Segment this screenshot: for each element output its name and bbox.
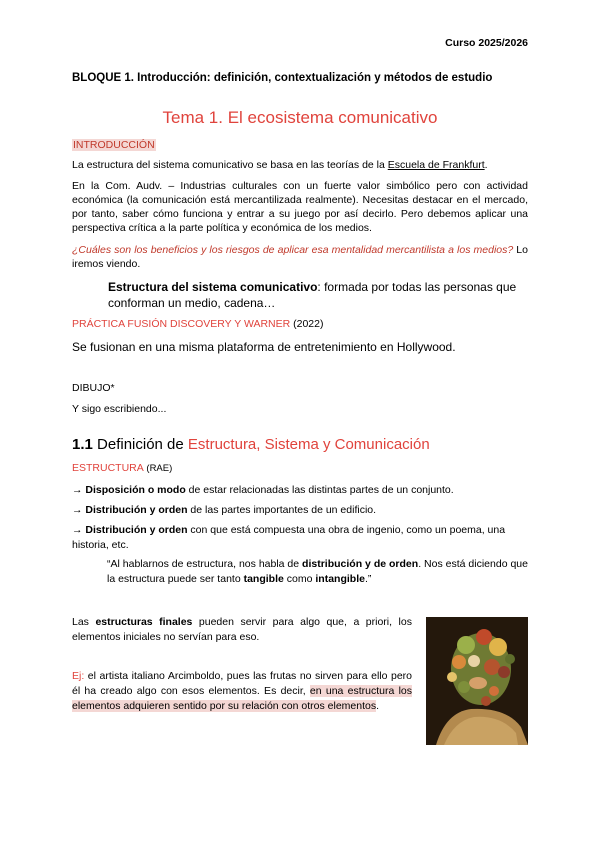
- frankfurt-link[interactable]: Escuela de Frankfurt: [387, 159, 485, 171]
- paragraph-final-structures: Las estructuras finales pueden servir para algo que, a priori, los elementos iniciales no servían para eso.: [72, 616, 412, 643]
- quote-block: “Al hablarnos de estructura, nos habla de distribución y de orden. Nos está diciendo que la estructura puede ser tanto tangible como intangible.”: [107, 558, 528, 585]
- arcimboldo-painting-image: [426, 617, 528, 745]
- paragraph-frankfurt: La estructura del sistema comunicativo se basa en las teorías de la Escuela de Frankfurt.: [72, 159, 488, 171]
- practice-heading: PRÁCTICA FUSIÓN DISCOVERY Y WARNER (2022): [72, 318, 324, 330]
- definition-item: → Disposición o modo de estar relacionadas las distintas partes de un conjunto.: [72, 484, 454, 496]
- topic-title: Tema 1. El ecosistema comunicativo: [162, 108, 438, 127]
- example-label: Ej:: [72, 670, 85, 682]
- paragraph-question: ¿Cuáles son los beneficios y los riesgos de aplicar esa mentalidad mercantilista a los medios? Lo iremos viendo.: [72, 244, 528, 270]
- sigo-text: Y sigo escribiendo...: [72, 403, 167, 415]
- estructura-heading: ESTRUCTURA (RAE): [72, 462, 173, 474]
- highlighted-text: en una estructura los elementos adquieren sentido por su relación con otros elementos: [72, 685, 412, 712]
- dibujo-label: DIBUJO*: [72, 382, 115, 394]
- paragraph-example: Ej: el artista italiano Arcimboldo, pues las frutas no sirven para ello pero él ha creado algo con esos elementos. Es decir, en una estructura los elementos adquieren sentido por su relación con otros elementos.: [72, 670, 412, 712]
- block-title: BLOQUE 1. Introducción: definición, contextualización y métodos de estudio: [72, 72, 493, 84]
- paragraph-industrias: En la Com. Audv. – Industrias culturales con un fuerte valor simbólico pero con actividad económica (la comunicación está mercantilizada realmente). Necesitas destacar en el mercado, por tanto, saber cómo funciona y entrar a su juego por así decirlo. Pero debemos aplicar una perspectiva crítica a la parte política y económica de los medios.: [72, 180, 528, 234]
- question-text: ¿Cuáles son los beneficios y los riesgos de aplicar esa mentalidad mercantilista a los medios?: [72, 244, 514, 256]
- definition-item: → Distribución y orden de las partes importantes de un edificio.: [72, 504, 377, 516]
- fusion-text: Se fusionan en una misma plataforma de entretenimiento en Hollywood.: [72, 340, 456, 354]
- section-heading: 1.1 Definición de Estructura, Sistema y Comunicación: [72, 436, 430, 453]
- definition-item: → Distribución y orden con que está compuesta una obra de ingenio, como un poema, una historia, etc.: [72, 524, 506, 551]
- course-label: Curso 2025/2026: [445, 37, 528, 49]
- definition-sistema: Estructura del sistema comunicativo: formada por todas las personas que conforman un medio, cadena…: [108, 280, 517, 310]
- intro-heading: INTRODUCCIÓN: [73, 139, 155, 151]
